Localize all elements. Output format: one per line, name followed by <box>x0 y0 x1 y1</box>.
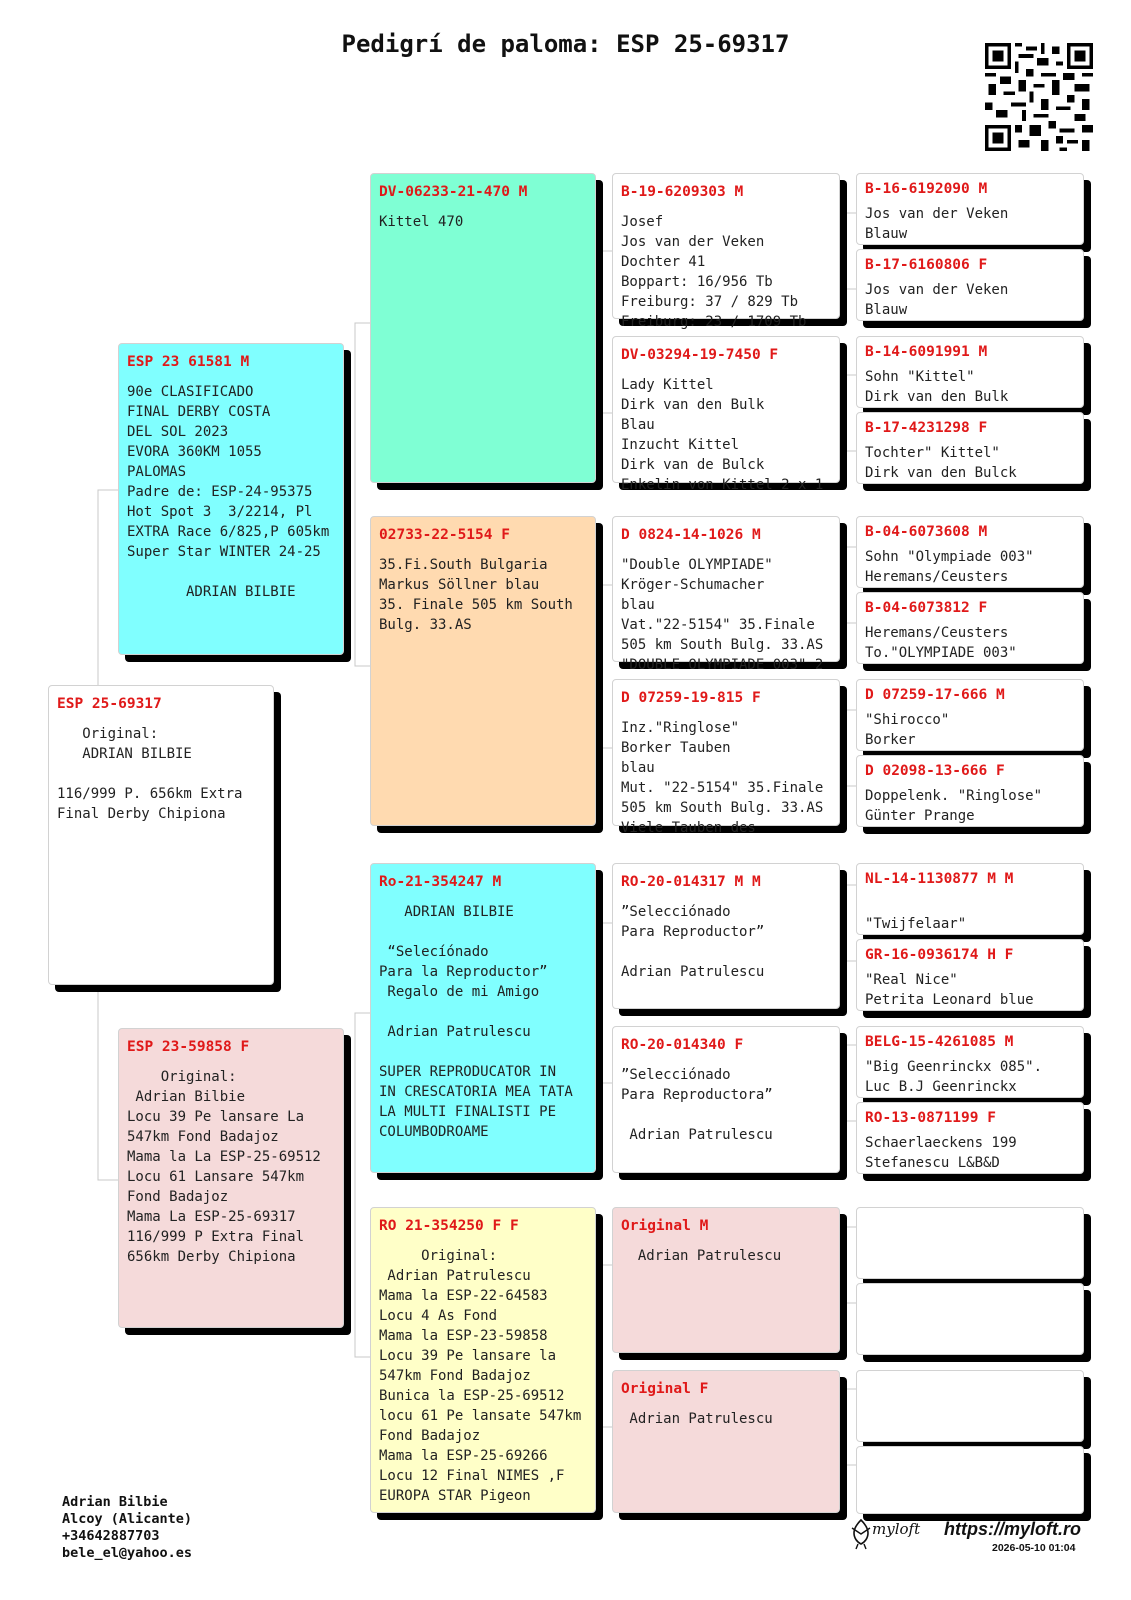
pigeon-notes: ADRIAN BILBIE “Selecíónado Para la Reproductor” Regalo de mi Amigo Adrian Patrulescu SUPER REPRODUCATOR IN IN CRESCATORIA MEA TATA LA MULTI FINALISTI PE COLUMBODROAME <box>379 904 573 1140</box>
pigeon-notes: Jos van der Veken Blauw <box>865 282 1009 318</box>
pigeon-notes: "Real Nice" Petrita Leonard blue <box>865 972 1034 1008</box>
grandparent-card[interactable] <box>370 1207 596 1513</box>
ring-number: RO-20-014340 F <box>621 1037 744 1053</box>
brand-url[interactable]: https://myloft.ro <box>944 1519 1081 1539</box>
pigeon-notes: Sohn "Kittel" Dirk van den Bulk <box>865 369 1009 405</box>
owner-city: Alcoy (Alicante) <box>62 1511 193 1527</box>
ancestor-card[interactable] <box>856 863 1084 935</box>
pigeon-notes: Heremans/Ceusters To."OLYMPIADE 003" <box>865 625 1017 661</box>
ring-number: B-17-4231298 F <box>865 420 988 436</box>
great-grandparent-card[interactable] <box>612 679 840 836</box>
pigeon-notes: Kittel 470 <box>379 214 464 230</box>
ring-number: DV-06233-21-470 M <box>379 184 528 200</box>
ancestor-card[interactable] <box>856 1026 1084 1098</box>
ring-number: RO-13-0871199 F <box>865 1110 996 1126</box>
grandparent-card[interactable] <box>370 173 596 483</box>
pigeon-logo-icon <box>848 1518 874 1550</box>
ancestor-card[interactable] <box>856 336 1084 408</box>
pigeon-notes: "Big Geenrinckx 085". Luc B.J Geenrinckx <box>865 1059 1043 1095</box>
pigeon-notes: Lady Kittel Dirk van den Bulk Blau Inzucht Kittel Dirk van de Bulck Enkelin von Kittel 2 x 1 <box>621 377 824 493</box>
brand-script-logo: myloft <box>872 1520 921 1538</box>
ring-number: D 07259-17-666 M <box>865 687 1005 703</box>
pigeon-notes: Adrian Patrulescu <box>621 1248 782 1264</box>
great-grandparent-card[interactable] <box>612 863 840 1009</box>
owner-phone: +34642887703 <box>62 1528 160 1544</box>
ring-number: GR-16-0936174 H F <box>865 947 1014 963</box>
ancestor-card[interactable] <box>856 516 1084 588</box>
ring-number: Ro-21-354247 M <box>379 874 502 890</box>
pigeon-notes: Original: Adrian Bilbie Locu 39 Pe lansare La 547km Fond Badajoz Mama la La ESP-25-69512 Locu 61 Lansare 547km Fond Badajoz Mama La ESP-25-69317 116/999 P Extra Final 656km Derby Chipiona <box>127 1069 321 1265</box>
pigeon-notes: Adrian Patrulescu <box>621 1411 773 1427</box>
pigeon-notes: Jos van der Veken Blauw <box>865 206 1009 242</box>
page-title: Pedigrí de paloma: ESP 25-69317 <box>341 30 790 58</box>
pigeon-notes: ”Selecciónado Para Reproductor” Adrian Patrulescu <box>621 904 765 980</box>
dam-card[interactable] <box>118 1028 344 1328</box>
ring-number: B-19-6209303 M <box>621 184 744 200</box>
ancestor-card[interactable] <box>856 249 1084 321</box>
pigeon-notes: Schaerlaeckens 199 Stefanescu L&B&D <box>865 1135 1017 1171</box>
owner-contact <box>62 1494 192 1562</box>
ring-number: RO-20-014317 M M <box>621 874 761 890</box>
ancestor-card[interactable] <box>856 1102 1084 1174</box>
generated-date: 2026-05-10 01:04 <box>992 1542 1076 1554</box>
owner-email[interactable]: bele_el@yahoo.es <box>62 1545 193 1561</box>
owner-name: Adrian Bilbie <box>62 1494 168 1510</box>
pigeon-notes: Original: ADRIAN BILBIE 116/999 P. 656km Extra Final Derby Chipiona <box>57 726 243 822</box>
ring-number: ESP 23-59858 F <box>127 1039 250 1055</box>
grandparent-card[interactable] <box>370 516 596 826</box>
ring-number: D 07259-19-815 F <box>621 690 761 706</box>
subject-card[interactable] <box>48 685 274 985</box>
pigeon-notes: "Shirocco" Borker <box>865 712 950 748</box>
ring-number: B-17-6160806 F <box>865 257 988 273</box>
ring-number: D 02098-13-666 F <box>865 763 1005 779</box>
ancestor-card[interactable] <box>856 1446 1084 1514</box>
pigeon-notes: 90e CLASIFICADO FINAL DERBY COSTA DEL SOL 2023 EVORA 360KM 1055 PALOMAS Padre de: ESP-24-95375 Hot Spot 3 3/2214, Pl EXTRA Race 6/825,P 605km Super Star WINTER 24-25 ADRIAN BILBIE <box>127 384 330 600</box>
ring-number: B-04-6073812 F <box>865 600 988 616</box>
pigeon-notes: Sohn "Olympiade 003" Heremans/Ceusters <box>865 549 1034 585</box>
ancestor-card[interactable] <box>856 755 1084 827</box>
ancestor-card[interactable] <box>856 1283 1084 1355</box>
ring-number: RO 21-354250 F F <box>379 1218 519 1234</box>
ring-number: ESP 23 61581 M <box>127 354 250 370</box>
great-grandparent-card[interactable] <box>612 1207 840 1353</box>
great-grandparent-card[interactable] <box>612 173 840 330</box>
pigeon-notes: "Double OLYMPIADE" Kröger-Schumacher blau Vat."22-5154" 35.Finale 505 km South Bulg. 33.AS "DOUBLE OLYMPIADE 003" 2 <box>621 557 824 673</box>
ancestor-card[interactable] <box>856 173 1084 245</box>
ring-number: Original F <box>621 1381 709 1397</box>
pigeon-notes: "Twijfelaar" <box>865 916 967 932</box>
ancestor-card[interactable] <box>856 679 1084 751</box>
pigeon-notes: Josef Jos van der Veken Dochter 41 Boppart: 16/956 Tb Freiburg: 37 / 829 Tb Freiburg: 23 / 1709 Tb <box>621 214 807 330</box>
sire-card[interactable] <box>118 343 344 655</box>
ancestor-card[interactable] <box>856 1370 1084 1442</box>
pigeon-notes: 35.Fi.South Bulgaria Markus Söllner blau 35. Finale 505 km South Bulg. 33.AS <box>379 557 573 633</box>
ring-number: NL-14-1130877 M M <box>865 871 1014 887</box>
great-grandparent-card[interactable] <box>612 1026 840 1173</box>
ring-number: Original M <box>621 1218 709 1234</box>
ring-number: BELG-15-4261085 M <box>865 1034 1014 1050</box>
ancestor-card[interactable] <box>856 1207 1084 1279</box>
pigeon-notes: Doppelenk. "Ringlose" Günter Prange <box>865 788 1043 824</box>
ring-number: 02733-22-5154 F <box>379 527 510 543</box>
ring-number: B-14-6091991 M <box>865 344 988 360</box>
ring-number: B-04-6073608 M <box>865 524 988 540</box>
great-grandparent-card[interactable] <box>612 516 840 673</box>
pigeon-notes: Original: Adrian Patrulescu Mama la ESP-22-64583 Locu 4 As Fond Mama la ESP-23-59858 Locu 39 Pe lansare la 547km Fond Badajoz Bunica la ESP-25-69512 locu 61 Pe lansate 547km Fond Badajoz Mama la ESP-25-69266 Locu 12 Final NIMES ,F EUROPA STAR Pigeon <box>379 1248 582 1504</box>
great-grandparent-card[interactable] <box>612 1370 840 1513</box>
ancestor-card[interactable] <box>856 592 1084 664</box>
ring-number: D 0824-14-1026 M <box>621 527 761 543</box>
great-grandparent-card[interactable] <box>612 336 840 493</box>
grandparent-card[interactable] <box>370 863 596 1173</box>
myloft-branding <box>848 1518 1098 1558</box>
ancestor-card[interactable] <box>856 939 1084 1011</box>
ancestor-card[interactable] <box>856 412 1084 484</box>
ring-number: ESP 25-69317 <box>57 696 162 712</box>
ring-number: DV-03294-19-7450 F <box>621 347 779 363</box>
pigeon-notes: Inz."Ringlose" Borker Tauben blau Mut. "22-5154" 35.Finale 505 km South Bulg. 33.AS Viele Tauben des <box>621 720 824 836</box>
ring-number: B-16-6192090 M <box>865 181 988 197</box>
pigeon-notes: ”Selecciónado Para Reproductora” Adrian Patrulescu <box>621 1067 773 1143</box>
pigeon-notes: Tochter" Kittel" Dirk van den Bulck <box>865 445 1017 481</box>
